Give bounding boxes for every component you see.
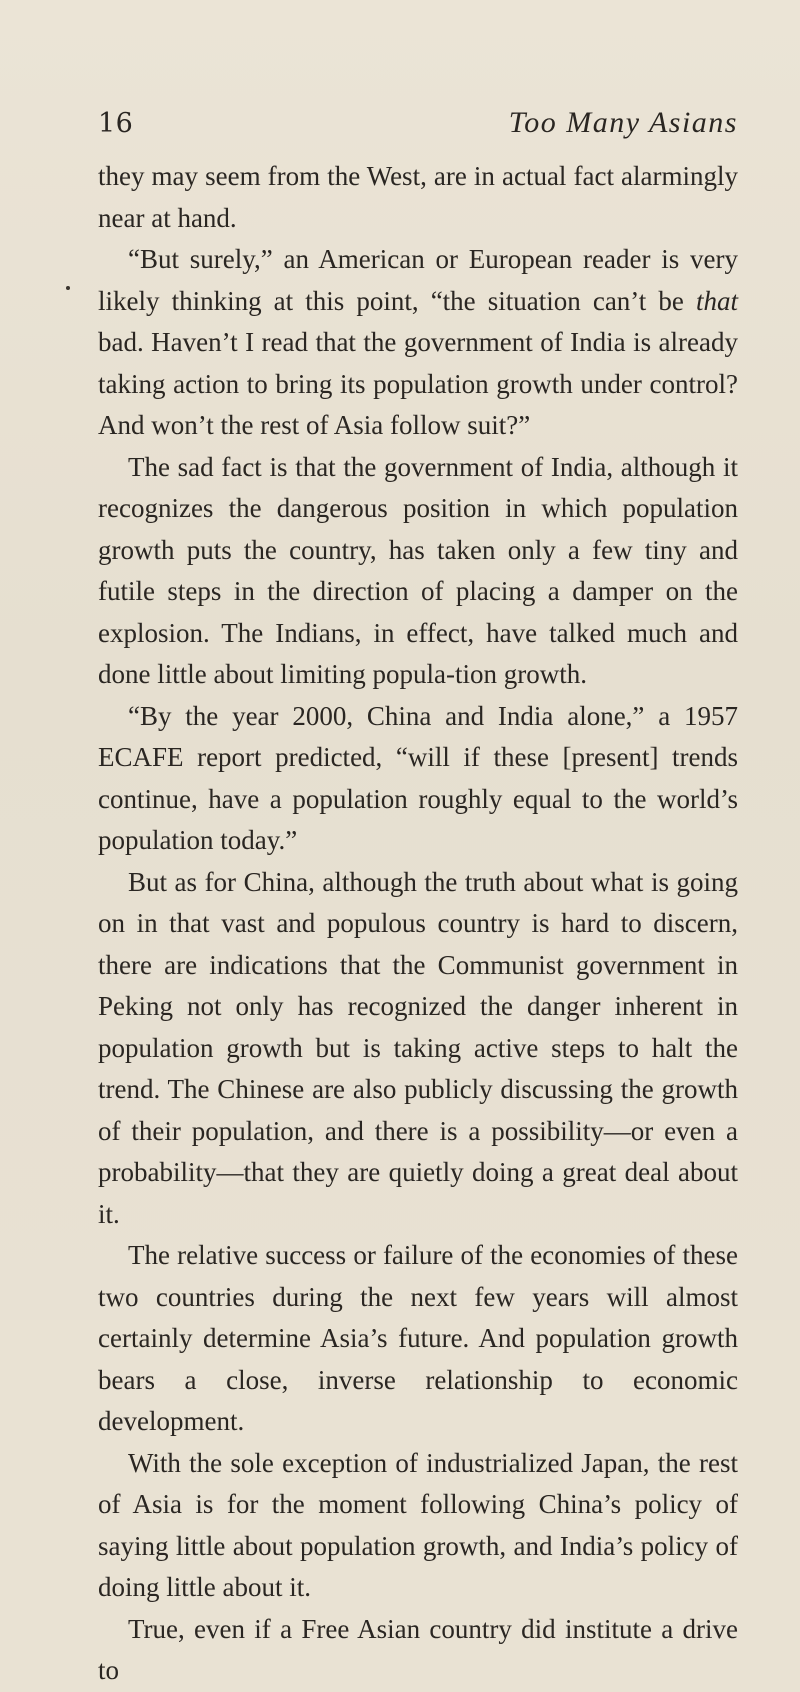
running-head	[98, 106, 738, 146]
paragraph-3: The sad fact is that the government of India, although it recognizes the dangerous position in which population growth puts the country, has taken only a few tiny and futile steps in the direction of placing a damper on the explosion. The Indians, in effect, have talked much and done little about limiting popula-tion growth.	[98, 451, 738, 689]
paragraph-2-emphasis: that	[695, 285, 738, 316]
paragraph-7: With the sole exception of industrialized Japan, the rest of Asia is for the moment following China’s policy of saying little about population growth, and India’s policy of doing little about it.	[98, 1447, 738, 1602]
paragraph-2-part-b: bad. Haven’t I read that the government of India is already taking action to bring its population growth under control? And won’t the rest of Asia follow suit?”	[98, 327, 738, 440]
paragraph-1: they may seem from the West, are in actual fact alarmingly near at hand.	[98, 161, 738, 233]
paragraph-6: The relative success or failure of the economies of these two countries during the next few years will almost certainly determine Asia’s future. And population growth bears a close, inverse relationship to economic development.	[98, 1240, 738, 1436]
body-text	[98, 156, 738, 1692]
running-title: Too Many Asians	[508, 106, 738, 139]
page-number: 16	[98, 108, 134, 139]
paragraph-4: “By the year 2000, China and India alone,” a 1957 ECAFE report predicted, “will if these [present] trends continue, have a population roughly equal to the world’s population today.”	[98, 700, 738, 855]
paragraph-8: True, even if a Free Asian country did institute a drive to	[98, 1613, 738, 1685]
paragraph-5: But as for China, although the truth about what is going on in that vast and populous country is hard to discern, there are indications that the Communist government in Peking not only has recognized the danger inherent in population growth but is taking active steps to halt the trend. The Chinese are also publicly discussing the growth of their population, and there is a possibility—or even a probability—that they are quietly doing a great deal about it.	[98, 866, 738, 1229]
margin-mark	[66, 286, 70, 290]
paragraph-2	[98, 239, 738, 447]
paragraph-2-part-a: “But surely,” an American or European reader is very likely thinking at this point, “the situation can’t be	[98, 244, 738, 316]
